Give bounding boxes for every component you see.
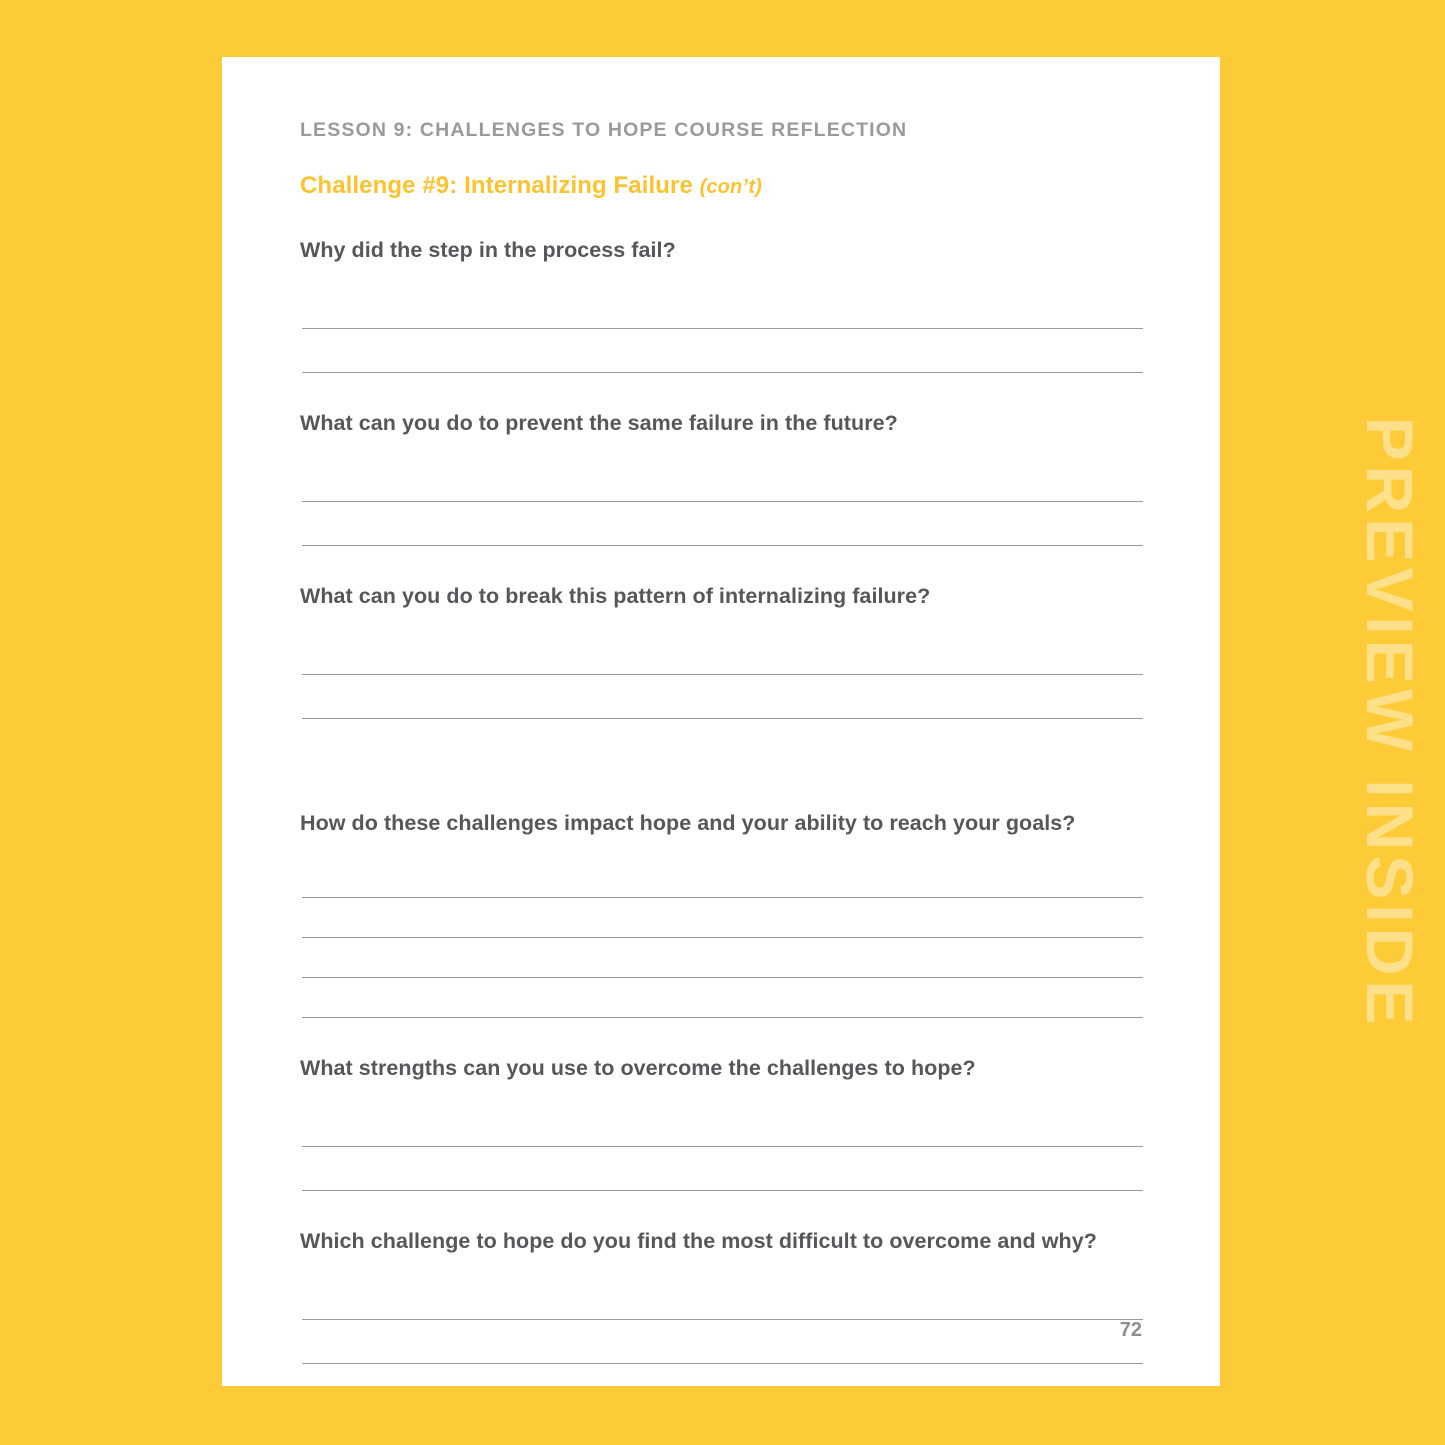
challenge-title-note: (con’t) xyxy=(699,176,762,198)
question-list xyxy=(300,238,1142,1364)
challenge-title-text: Challenge #9: Internalizing Failure xyxy=(300,172,693,199)
answer-line[interactable] xyxy=(302,938,1143,978)
preview-inside-watermark: PREVIEW INSIDE xyxy=(1353,416,1427,1029)
answer-lines[interactable] xyxy=(300,1276,1142,1364)
answer-line[interactable] xyxy=(302,675,1143,719)
question-prompt: What can you do to break this pattern of internalizing failure? xyxy=(300,584,931,608)
answer-line[interactable] xyxy=(302,1276,1143,1320)
lesson-eyebrow: LESSON 9: CHALLENGES TO HOPE COURSE REFLECTION xyxy=(300,119,908,141)
answer-lines[interactable] xyxy=(300,458,1142,546)
answer-lines[interactable] xyxy=(300,858,1142,1018)
answer-lines[interactable] xyxy=(300,285,1142,373)
document-page xyxy=(222,57,1220,1386)
answer-line[interactable] xyxy=(302,1103,1143,1147)
question-prompt: Which challenge to hope do you find the most difficult to overcome and why? xyxy=(300,1229,1097,1253)
answer-line[interactable] xyxy=(302,502,1143,546)
page-number: 72 xyxy=(1119,1319,1142,1341)
answer-lines[interactable] xyxy=(300,1103,1142,1191)
challenge-title xyxy=(300,172,1142,200)
answer-line[interactable] xyxy=(302,1320,1143,1364)
question-prompt: What strengths can you use to overcome the challenges to hope? xyxy=(300,1056,976,1080)
answer-line[interactable] xyxy=(302,329,1143,373)
answer-line[interactable] xyxy=(302,631,1143,675)
answer-line[interactable] xyxy=(302,1147,1143,1191)
answer-lines[interactable] xyxy=(300,631,1142,719)
question-prompt: What can you do to prevent the same failure in the future? xyxy=(300,411,898,435)
question-prompt: How do these challenges impact hope and your ability to reach your goals? xyxy=(300,811,1076,835)
answer-line[interactable] xyxy=(302,978,1143,1018)
answer-line[interactable] xyxy=(302,458,1143,502)
answer-line[interactable] xyxy=(302,285,1143,329)
question-prompt: Why did the step in the process fail? xyxy=(300,238,676,262)
answer-line[interactable] xyxy=(302,858,1143,898)
answer-line[interactable] xyxy=(302,898,1143,938)
